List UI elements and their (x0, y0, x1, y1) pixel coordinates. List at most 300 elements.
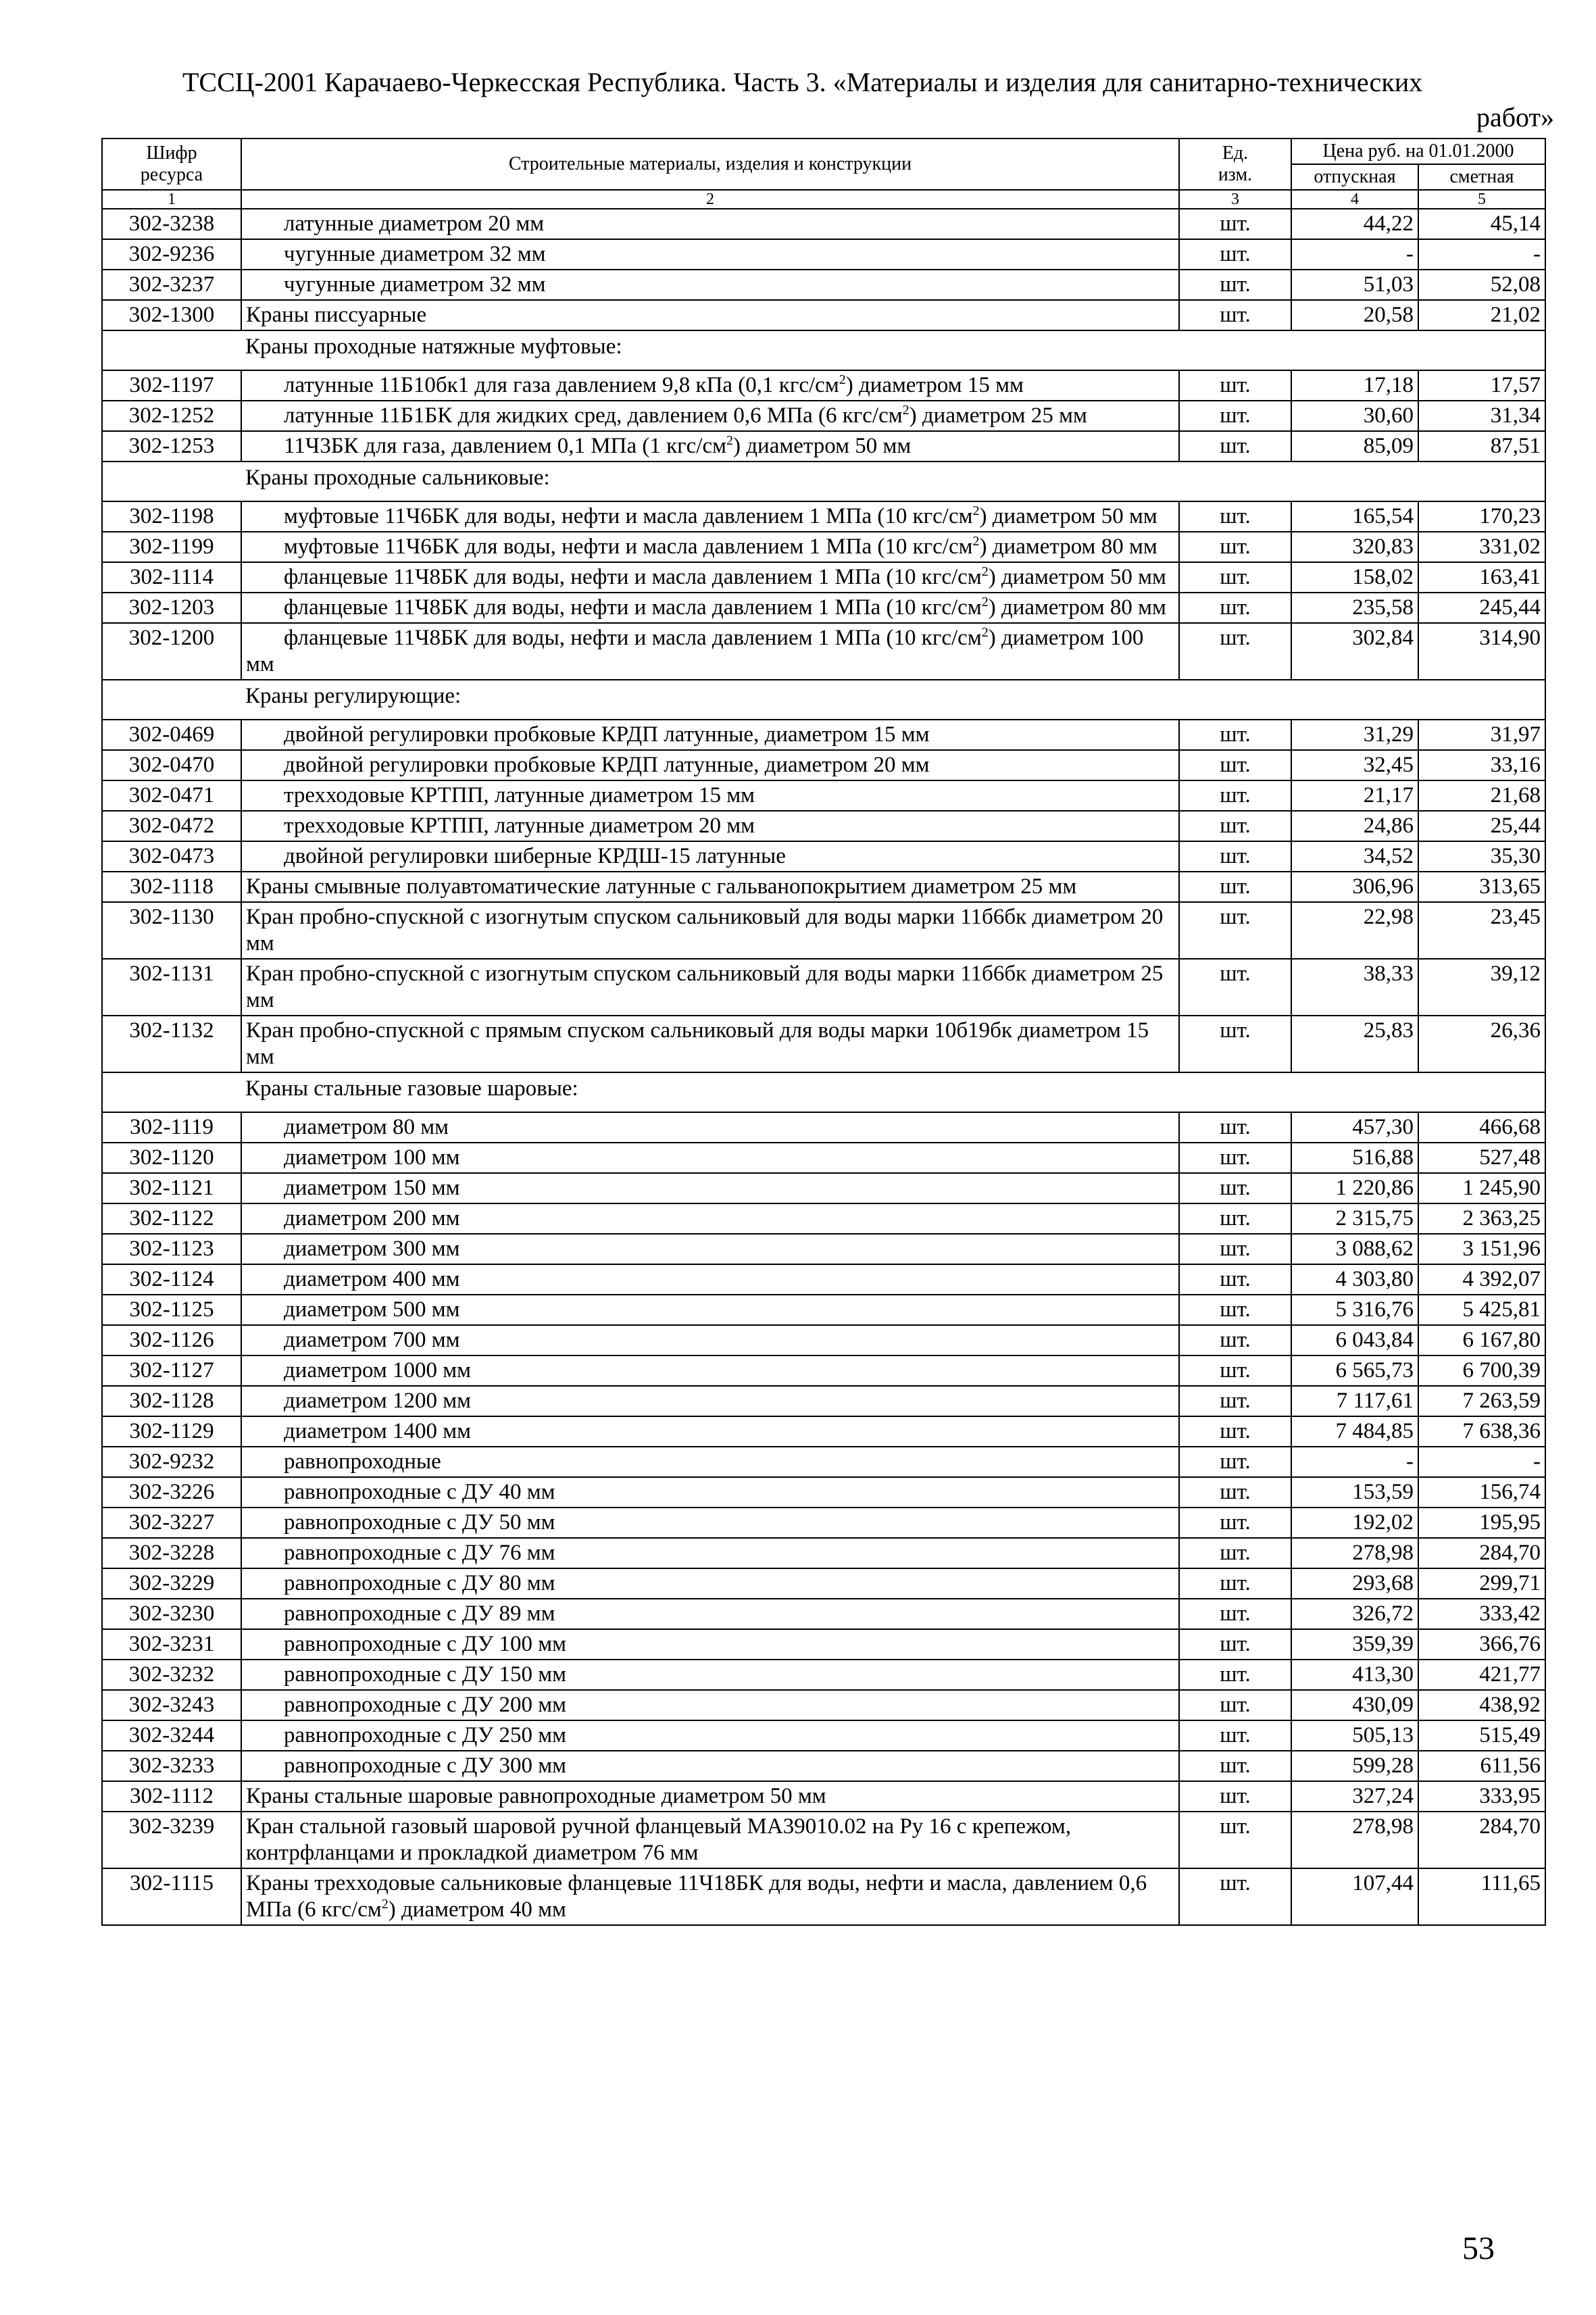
unit-of-measure: шт. (1179, 1016, 1291, 1072)
resource-code: 302-3228 (102, 1538, 241, 1568)
release-price: 359,39 (1291, 1629, 1418, 1660)
section-title: Краны проходные сальниковые: (241, 462, 1545, 501)
estimate-price: 31,34 (1418, 401, 1545, 431)
item-name: равнопроходные с ДУ 50 мм (241, 1508, 1179, 1538)
resource-code: 302-1123 (102, 1234, 241, 1264)
header-title-continuation: работ» (1476, 102, 1554, 132)
section-row (102, 330, 1545, 370)
release-price: 516,88 (1291, 1143, 1418, 1173)
release-price: 30,60 (1291, 401, 1418, 431)
release-price: 17,18 (1291, 370, 1418, 401)
unit-of-measure: шт. (1179, 300, 1291, 330)
release-price: 278,98 (1291, 1812, 1418, 1868)
release-price: 31,29 (1291, 720, 1418, 750)
item-name: муфтовые 11Ч6БК для воды, нефти и масла давлением 1 МПа (10 кгс/$см^2$) диаметром 80 мм (241, 532, 1179, 562)
table-row (102, 209, 1545, 239)
item-name: равнопроходные с ДУ 300 мм (241, 1751, 1179, 1781)
resource-code: 302-1199 (102, 532, 241, 562)
unit-of-measure: шт. (1179, 209, 1291, 239)
unit-of-measure: шт. (1179, 1295, 1291, 1325)
resource-code: 302-1124 (102, 1264, 241, 1295)
table-row (102, 1173, 1545, 1203)
release-price: 505,13 (1291, 1720, 1418, 1751)
table-row (102, 959, 1545, 1016)
item-name: диаметром 300 мм (241, 1234, 1179, 1264)
estimate-price: 245,44 (1418, 593, 1545, 623)
item-name: диаметром 400 мм (241, 1264, 1179, 1295)
resource-code: 302-3230 (102, 1599, 241, 1629)
release-price: 7 117,61 (1291, 1386, 1418, 1416)
item-name: диаметром 80 мм (241, 1112, 1179, 1143)
resource-code: 302-1253 (102, 431, 241, 462)
unit-of-measure: шт. (1179, 401, 1291, 431)
estimate-price: 438,92 (1418, 1690, 1545, 1720)
estimate-price: 52,08 (1418, 270, 1545, 300)
table-row (102, 1629, 1545, 1660)
section-code-cell (102, 1072, 241, 1112)
table-row (102, 1868, 1545, 1925)
table-row (102, 1355, 1545, 1386)
unit-of-measure: шт. (1179, 270, 1291, 300)
unit-of-measure: шт. (1179, 1143, 1291, 1173)
unit-of-measure: шт. (1179, 1355, 1291, 1386)
resource-code: 302-3229 (102, 1568, 241, 1599)
item-name: Кран пробно-спускной с изогнутым спуском сальниковый для воды марки 11б6бк диаметром 25 мм (241, 959, 1179, 1016)
resource-code: 302-3244 (102, 1720, 241, 1751)
table-row (102, 562, 1545, 593)
page-number: 53 (1462, 2231, 1495, 2266)
header-code-line1: Шифр (146, 143, 197, 164)
section-row (102, 680, 1545, 720)
unit-of-measure: шт. (1179, 431, 1291, 462)
resource-code: 302-1125 (102, 1295, 241, 1325)
page-header (182, 65, 1554, 135)
item-name: трехходовые КРТПП, латунные диаметром 20 мм (241, 811, 1179, 841)
item-name: диаметром 500 мм (241, 1295, 1179, 1325)
resource-code: 302-1132 (102, 1016, 241, 1072)
resource-code: 302-1252 (102, 401, 241, 431)
item-name: 11Ч3БК для газа, давлением 0,1 МПа (1 кгс/$см^2$) диаметром 50 мм (241, 431, 1179, 462)
release-price: 599,28 (1291, 1751, 1418, 1781)
resource-code: 302-0473 (102, 841, 241, 872)
table-row (102, 370, 1545, 401)
item-name: двойной регулировки пробковые КРДП латунные, диаметром 20 мм (241, 750, 1179, 780)
resource-code: 302-9236 (102, 239, 241, 270)
estimate-price: 1 245,90 (1418, 1173, 1545, 1203)
estimate-price: - (1418, 239, 1545, 270)
resource-code: 302-1115 (102, 1868, 241, 1925)
item-name: диаметром 100 мм (241, 1143, 1179, 1173)
estimate-price: 2 363,25 (1418, 1203, 1545, 1234)
table-row (102, 1660, 1545, 1690)
table-row (102, 1781, 1545, 1812)
unit-of-measure: шт. (1179, 1868, 1291, 1925)
column-number-row (102, 190, 1545, 209)
release-price: 51,03 (1291, 270, 1418, 300)
release-price: 34,52 (1291, 841, 1418, 872)
resource-code: 302-3237 (102, 270, 241, 300)
table-row (102, 401, 1545, 431)
unit-of-measure: шт. (1179, 239, 1291, 270)
release-price: 2 315,75 (1291, 1203, 1418, 1234)
release-price: 38,33 (1291, 959, 1418, 1016)
table-row (102, 780, 1545, 811)
resource-code: 302-1300 (102, 300, 241, 330)
unit-of-measure: шт. (1179, 1447, 1291, 1477)
header-unit-line1: Ед. (1222, 143, 1249, 164)
unit-of-measure: шт. (1179, 501, 1291, 532)
table-row (102, 593, 1545, 623)
release-price: 21,17 (1291, 780, 1418, 811)
section-code-cell (102, 680, 241, 720)
colnum-2: 2 (241, 190, 1179, 209)
unit-of-measure: шт. (1179, 1234, 1291, 1264)
resource-code: 302-1130 (102, 902, 241, 959)
item-name: диаметром 150 мм (241, 1173, 1179, 1203)
item-name: равнопроходные с ДУ 89 мм (241, 1599, 1179, 1629)
unit-of-measure: шт. (1179, 1173, 1291, 1203)
colnum-3: 3 (1179, 190, 1291, 209)
table-row (102, 1568, 1545, 1599)
estimate-price: 156,74 (1418, 1477, 1545, 1508)
resource-code: 302-0471 (102, 780, 241, 811)
release-price: 306,96 (1291, 872, 1418, 902)
estimate-price: 331,02 (1418, 532, 1545, 562)
resource-code: 302-3233 (102, 1751, 241, 1781)
unit-of-measure: шт. (1179, 872, 1291, 902)
header-title: ТССЦ-2001 Карачаево-Черкесская Республика. Часть 3. «Материалы и изделия для санитарно-технических (182, 67, 1423, 97)
estimate-price: 21,68 (1418, 780, 1545, 811)
unit-of-measure: шт. (1179, 811, 1291, 841)
estimate-price: 313,65 (1418, 872, 1545, 902)
estimate-price: 170,23 (1418, 501, 1545, 532)
header-code (102, 139, 241, 190)
item-name: Кран пробно-спускной с изогнутым спуском сальниковый для воды марки 11б6бк диаметром 20 мм (241, 902, 1179, 959)
item-name: равнопроходные с ДУ 40 мм (241, 1477, 1179, 1508)
resource-code: 302-1114 (102, 562, 241, 593)
release-price: 165,54 (1291, 501, 1418, 532)
release-price: 20,58 (1291, 300, 1418, 330)
table-row (102, 1720, 1545, 1751)
table-row (102, 501, 1545, 532)
item-name: диаметром 1200 мм (241, 1386, 1179, 1416)
section-row (102, 462, 1545, 501)
unit-of-measure: шт. (1179, 1781, 1291, 1812)
header-unit (1179, 139, 1291, 190)
item-name: равнопроходные с ДУ 200 мм (241, 1690, 1179, 1720)
estimate-price: 21,02 (1418, 300, 1545, 330)
estimate-price: 366,76 (1418, 1629, 1545, 1660)
item-name: двойной регулировки шиберные КРДШ-15 латунные (241, 841, 1179, 872)
release-price: 22,98 (1291, 902, 1418, 959)
release-price: 5 316,76 (1291, 1295, 1418, 1325)
table-row (102, 872, 1545, 902)
unit-of-measure: шт. (1179, 1751, 1291, 1781)
resource-code: 302-0469 (102, 720, 241, 750)
item-name: фланцевые 11Ч8БК для воды, нефти и масла давлением 1 МПа (10 кгс/$см^2$) диаметром 100 мм (241, 623, 1179, 680)
unit-of-measure: шт. (1179, 593, 1291, 623)
resource-code: 302-1112 (102, 1781, 241, 1812)
item-name: трехходовые КРТПП, латунные диаметром 15 мм (241, 780, 1179, 811)
release-price: 158,02 (1291, 562, 1418, 593)
unit-of-measure: шт. (1179, 1203, 1291, 1234)
resource-code: 302-0472 (102, 811, 241, 841)
resource-code: 302-1131 (102, 959, 241, 1016)
resource-code: 302-3227 (102, 1508, 241, 1538)
release-price: 235,58 (1291, 593, 1418, 623)
table-row (102, 750, 1545, 780)
estimate-price: 5 425,81 (1418, 1295, 1545, 1325)
estimate-price: 314,90 (1418, 623, 1545, 680)
table-row (102, 1812, 1545, 1868)
resource-code: 302-1122 (102, 1203, 241, 1234)
unit-of-measure: шт. (1179, 1325, 1291, 1355)
item-name: Краны стальные шаровые равнопроходные диаметром 50 мм (241, 1781, 1179, 1812)
table-row (102, 1325, 1545, 1355)
resource-code: 302-1119 (102, 1112, 241, 1143)
release-price: 457,30 (1291, 1112, 1418, 1143)
table-row (102, 1203, 1545, 1234)
unit-of-measure: шт. (1179, 1264, 1291, 1295)
release-price: 320,83 (1291, 532, 1418, 562)
item-name: латунные 11Б1БК для жидких сред, давлением 0,6 МПа (6 кгс/$см^2$) диаметром 25 мм (241, 401, 1179, 431)
release-price: 293,68 (1291, 1568, 1418, 1599)
table-body (102, 209, 1545, 1925)
unit-of-measure: шт. (1179, 1812, 1291, 1868)
item-name: фланцевые 11Ч8БК для воды, нефти и масла давлением 1 МПа (10 кгс/$см^2$) диаметром 50 мм (241, 562, 1179, 593)
header-release-price: отпускная (1291, 164, 1418, 190)
estimate-price: 33,16 (1418, 750, 1545, 780)
release-price: 1 220,86 (1291, 1173, 1418, 1203)
estimate-price: 4 392,07 (1418, 1264, 1545, 1295)
estimate-price: 421,77 (1418, 1660, 1545, 1690)
header-code-line2: ресурса (140, 164, 203, 185)
release-price: 413,30 (1291, 1660, 1418, 1690)
resource-code: 302-1203 (102, 593, 241, 623)
unit-of-measure: шт. (1179, 780, 1291, 811)
estimate-price: 527,48 (1418, 1143, 1545, 1173)
section-title: Краны стальные газовые шаровые: (241, 1072, 1545, 1112)
table-row (102, 1264, 1545, 1295)
unit-of-measure: шт. (1179, 370, 1291, 401)
estimate-price: 23,45 (1418, 902, 1545, 959)
table-row (102, 1477, 1545, 1508)
release-price: 6 043,84 (1291, 1325, 1418, 1355)
table-row (102, 1016, 1545, 1072)
item-name: равнопроходные с ДУ 100 мм (241, 1629, 1179, 1660)
item-name: диаметром 1400 мм (241, 1416, 1179, 1447)
unit-of-measure: шт. (1179, 1599, 1291, 1629)
table-row (102, 1112, 1545, 1143)
estimate-price: 299,71 (1418, 1568, 1545, 1599)
resource-code: 302-9232 (102, 1447, 241, 1477)
estimate-price: 611,56 (1418, 1751, 1545, 1781)
table-row (102, 1295, 1545, 1325)
release-price: 302,84 (1291, 623, 1418, 680)
estimate-price: 26,36 (1418, 1016, 1545, 1072)
item-name: равнопроходные с ДУ 76 мм (241, 1538, 1179, 1568)
estimate-price: 163,41 (1418, 562, 1545, 593)
release-price: 278,98 (1291, 1538, 1418, 1568)
unit-of-measure: шт. (1179, 959, 1291, 1016)
table-row (102, 270, 1545, 300)
section-row (102, 1072, 1545, 1112)
estimate-price: 39,12 (1418, 959, 1545, 1016)
unit-of-measure: шт. (1179, 562, 1291, 593)
table-row (102, 841, 1545, 872)
release-price: 327,24 (1291, 1781, 1418, 1812)
item-name: Кран стальной газовый шаровой ручной фланцевый МА39010.02 на Ру 16 с крепежом, контрфланцами и прокладкой диаметром 76 мм (241, 1812, 1179, 1868)
table-row (102, 1234, 1545, 1264)
item-name: чугунные диаметром 32 мм (241, 239, 1179, 270)
unit-of-measure: шт. (1179, 1477, 1291, 1508)
table-row (102, 1447, 1545, 1477)
release-price: 44,22 (1291, 209, 1418, 239)
resource-code: 302-3239 (102, 1812, 241, 1868)
table-row (102, 1386, 1545, 1416)
unit-of-measure: шт. (1179, 1629, 1291, 1660)
estimate-price: 35,30 (1418, 841, 1545, 872)
table-row (102, 300, 1545, 330)
release-price: 7 484,85 (1291, 1416, 1418, 1447)
table-row (102, 1416, 1545, 1447)
release-price: 107,44 (1291, 1868, 1418, 1925)
resource-code: 302-1128 (102, 1386, 241, 1416)
header-estimate-price: сметная (1418, 164, 1545, 190)
estimate-price: 333,42 (1418, 1599, 1545, 1629)
item-name: равнопроходные с ДУ 80 мм (241, 1568, 1179, 1599)
estimate-price: 31,97 (1418, 720, 1545, 750)
unit-of-measure: шт. (1179, 1386, 1291, 1416)
release-price: - (1291, 1447, 1418, 1477)
table-row (102, 532, 1545, 562)
unit-of-measure: шт. (1179, 841, 1291, 872)
resource-code: 302-1126 (102, 1325, 241, 1355)
header-name: Строительные материалы, изделия и конструкции (241, 139, 1179, 190)
unit-of-measure: шт. (1179, 1720, 1291, 1751)
resource-code: 302-1127 (102, 1355, 241, 1386)
release-price: 153,59 (1291, 1477, 1418, 1508)
table-row (102, 239, 1545, 270)
estimate-price: 45,14 (1418, 209, 1545, 239)
release-price: 25,83 (1291, 1016, 1418, 1072)
colnum-5: 5 (1418, 190, 1545, 209)
release-price: 326,72 (1291, 1599, 1418, 1629)
estimate-price: 6 700,39 (1418, 1355, 1545, 1386)
resource-code: 302-1120 (102, 1143, 241, 1173)
table-row (102, 1538, 1545, 1568)
estimate-price: 515,49 (1418, 1720, 1545, 1751)
estimate-price: 25,44 (1418, 811, 1545, 841)
resource-code: 302-3226 (102, 1477, 241, 1508)
section-code-cell (102, 330, 241, 370)
header-unit-line2: изм. (1218, 164, 1253, 185)
item-name: Краны смывные полуавтоматические латунные с гальванопокрытием диаметром 25 мм (241, 872, 1179, 902)
estimate-price: 195,95 (1418, 1508, 1545, 1538)
table-row (102, 902, 1545, 959)
release-price: 192,02 (1291, 1508, 1418, 1538)
resource-code: 302-1129 (102, 1416, 241, 1447)
table-row (102, 623, 1545, 680)
release-price: 85,09 (1291, 431, 1418, 462)
section-code-cell (102, 462, 241, 501)
item-name: латунные диаметром 20 мм (241, 209, 1179, 239)
item-name: Краны трехходовые сальниковые фланцевые 11Ч18БК для воды, нефти и масла, давлением 0,6 МПа (6 кгс/$см^2$) диаметром 40 мм (241, 1868, 1179, 1925)
estimate-price: 7 263,59 (1418, 1386, 1545, 1416)
colnum-1: 1 (102, 190, 241, 209)
estimate-price: 17,57 (1418, 370, 1545, 401)
table-row (102, 1599, 1545, 1629)
table-row (102, 1690, 1545, 1720)
release-price: 6 565,73 (1291, 1355, 1418, 1386)
release-price: 4 303,80 (1291, 1264, 1418, 1295)
unit-of-measure: шт. (1179, 1538, 1291, 1568)
header-price: Цена руб. на 01.01.2000 (1291, 139, 1545, 164)
resource-code: 302-0470 (102, 750, 241, 780)
item-name: диаметром 700 мм (241, 1325, 1179, 1355)
unit-of-measure: шт. (1179, 720, 1291, 750)
resource-code: 302-3231 (102, 1629, 241, 1660)
colnum-4: 4 (1291, 190, 1418, 209)
release-price: 3 088,62 (1291, 1234, 1418, 1264)
item-name: равнопроходные с ДУ 250 мм (241, 1720, 1179, 1751)
resource-code: 302-3243 (102, 1690, 241, 1720)
table-row (102, 1143, 1545, 1173)
estimate-price: - (1418, 1447, 1545, 1477)
release-price: - (1291, 239, 1418, 270)
estimate-price: 3 151,96 (1418, 1234, 1545, 1264)
item-name: равнопроходные (241, 1447, 1179, 1477)
item-name: Краны писсуарные (241, 300, 1179, 330)
estimate-price: 87,51 (1418, 431, 1545, 462)
unit-of-measure: шт. (1179, 1508, 1291, 1538)
estimate-price: 7 638,36 (1418, 1416, 1545, 1447)
unit-of-measure: шт. (1179, 532, 1291, 562)
unit-of-measure: шт. (1179, 1660, 1291, 1690)
resource-code: 302-1121 (102, 1173, 241, 1203)
section-title: Краны проходные натяжные муфтовые: (241, 330, 1545, 370)
item-name: муфтовые 11Ч6БК для воды, нефти и масла давлением 1 МПа (10 кгс/$см^2$) диаметром 50 мм (241, 501, 1179, 532)
table-row (102, 720, 1545, 750)
item-name: латунные 11Б10бк1 для газа давлением 9,8 кПа (0,1 кгс/$см^2$) диаметром 15 мм (241, 370, 1179, 401)
item-name: чугунные диаметром 32 мм (241, 270, 1179, 300)
section-title: Краны регулирующие: (241, 680, 1545, 720)
release-price: 32,45 (1291, 750, 1418, 780)
unit-of-measure: шт. (1179, 1568, 1291, 1599)
table-row (102, 431, 1545, 462)
release-price: 24,86 (1291, 811, 1418, 841)
estimate-price: 111,65 (1418, 1868, 1545, 1925)
item-name: диаметром 1000 мм (241, 1355, 1179, 1386)
estimate-price: 466,68 (1418, 1112, 1545, 1143)
resource-code: 302-1118 (102, 872, 241, 902)
unit-of-measure: шт. (1179, 1690, 1291, 1720)
estimate-price: 284,70 (1418, 1538, 1545, 1568)
table-row (102, 1751, 1545, 1781)
price-table (101, 138, 1546, 1926)
resource-code: 302-3238 (102, 209, 241, 239)
table-row (102, 1508, 1545, 1538)
item-name: Кран пробно-спускной с прямым спуском сальниковый для воды марки 10б19бк диаметром 15 мм (241, 1016, 1179, 1072)
release-price: 430,09 (1291, 1690, 1418, 1720)
item-name: фланцевые 11Ч8БК для воды, нефти и масла давлением 1 МПа (10 кгс/$см^2$) диаметром 80 мм (241, 593, 1179, 623)
estimate-price: 284,70 (1418, 1812, 1545, 1868)
table-header-row (102, 139, 1545, 164)
item-name: равнопроходные с ДУ 150 мм (241, 1660, 1179, 1690)
table-row (102, 811, 1545, 841)
item-name: диаметром 200 мм (241, 1203, 1179, 1234)
resource-code: 302-1200 (102, 623, 241, 680)
